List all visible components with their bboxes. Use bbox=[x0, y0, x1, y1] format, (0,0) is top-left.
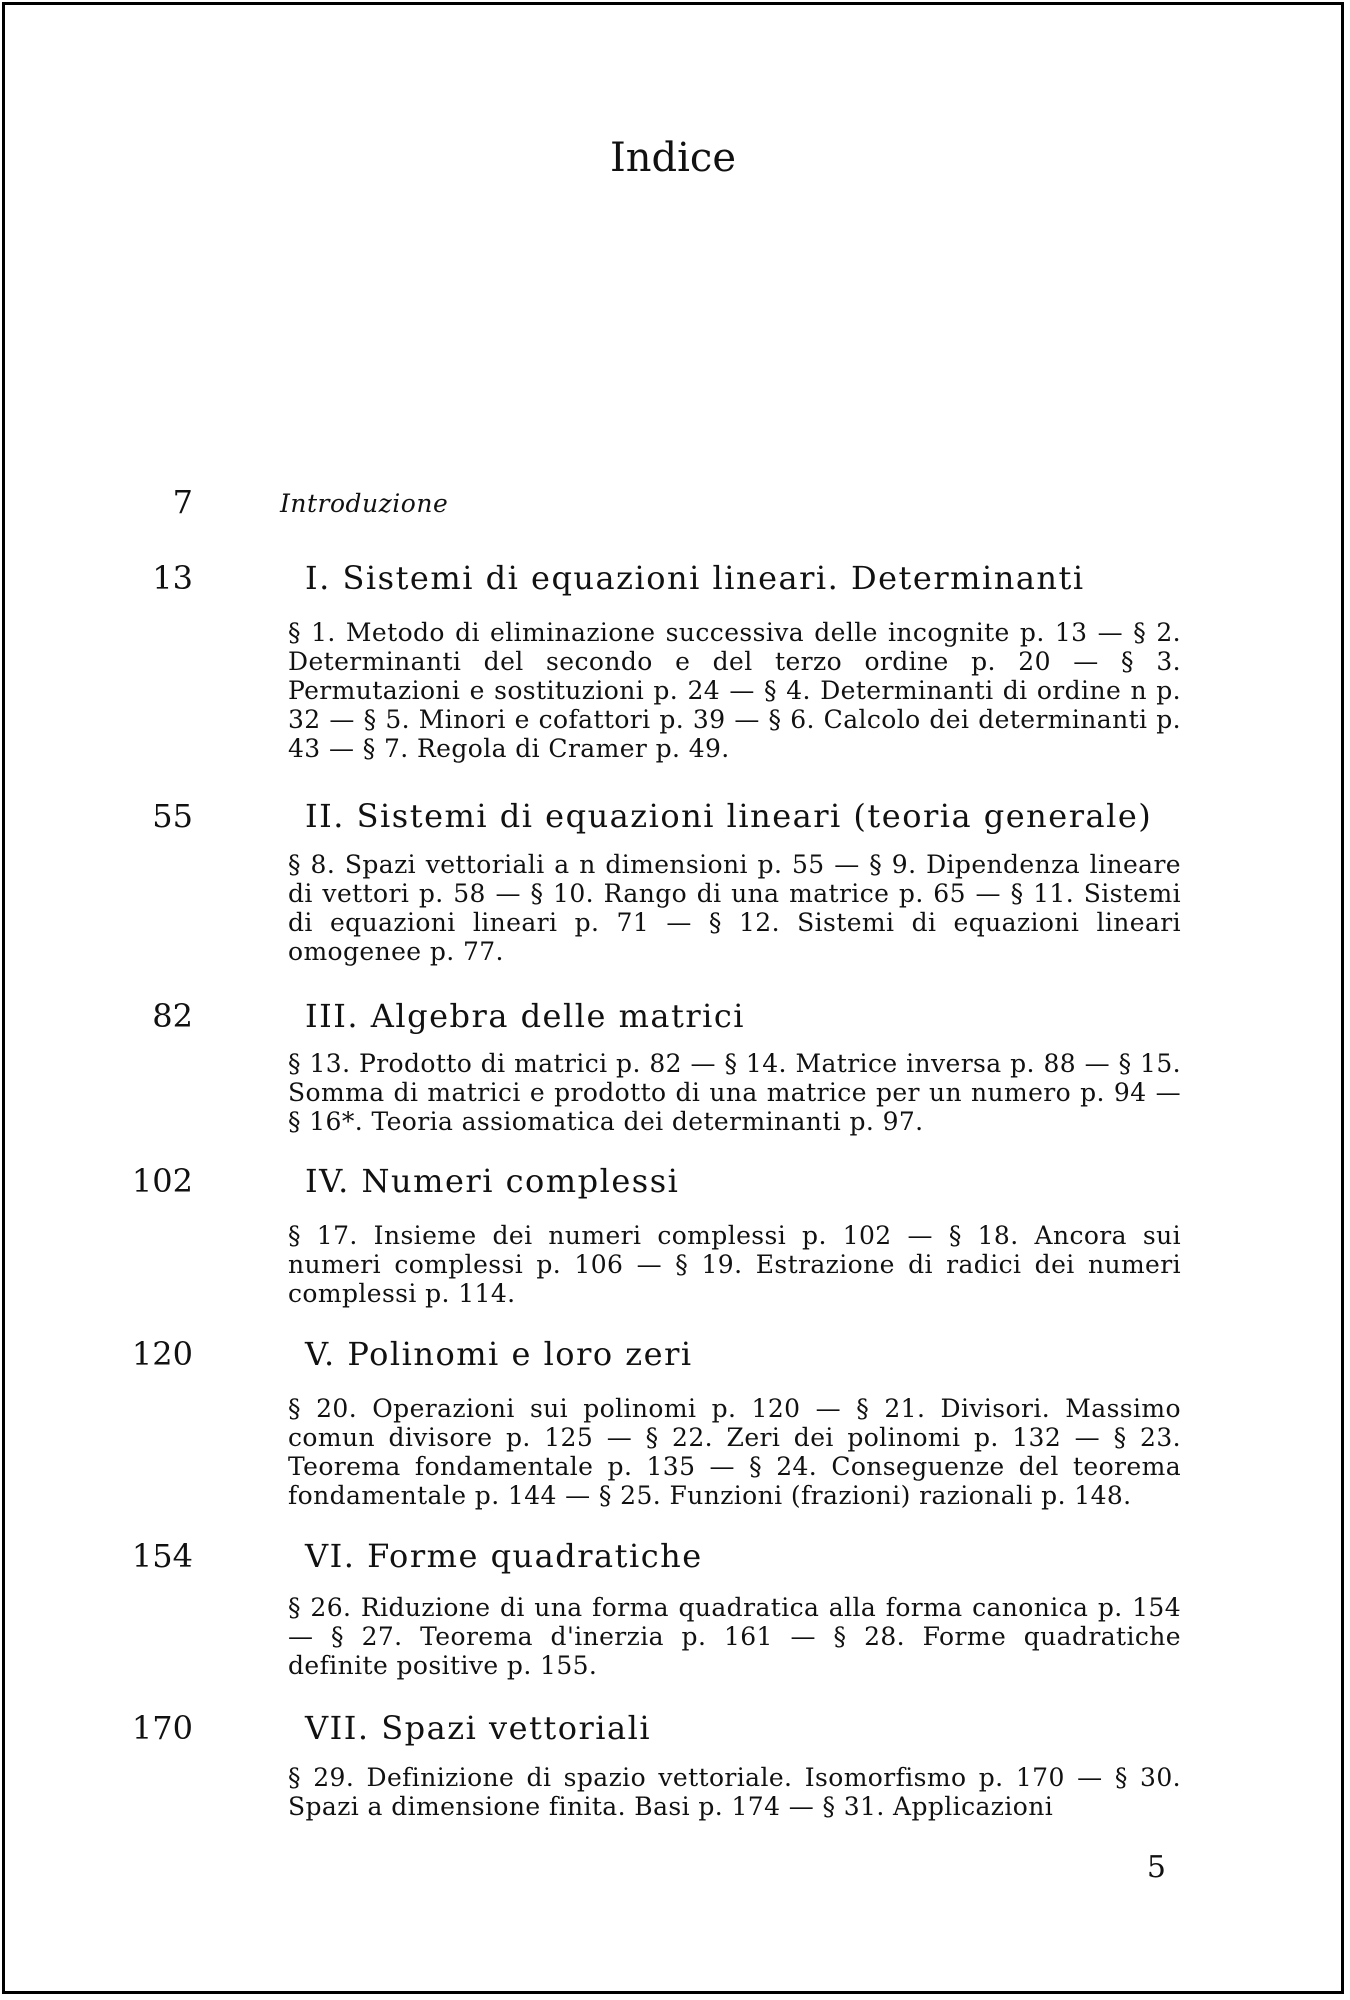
toc-page-number: 55 bbox=[152, 797, 193, 835]
toc-heading: V. Polinomi e loro zeri bbox=[305, 1335, 693, 1373]
book-page bbox=[2, 2, 1344, 1994]
toc-heading: II. Sistemi di equazioni lineari (teoria generale) bbox=[305, 797, 1153, 835]
toc-page-number: 7 bbox=[172, 483, 193, 521]
toc-page-number: 13 bbox=[152, 559, 193, 597]
toc-page-number: 120 bbox=[131, 1335, 193, 1373]
toc-heading: IV. Numeri complessi bbox=[305, 1162, 680, 1200]
toc-description: § 1. Metodo di eliminazione successiva delle incognite p. 13 — § 2. Determinanti del secondo e del terzo ordine p. 20 — § 3. Permutazioni e sostituzioni p. 24 — § 4. Determinanti di ordine n p. 32 — § 5. Minori e cofattori p. 39 — § 6. Calcolo dei determinanti p. 43 — § 7. Regola di Cramer p. 49. bbox=[288, 618, 1181, 763]
toc-page-number: 170 bbox=[131, 1709, 193, 1747]
toc-description: § 20. Operazioni sui polinomi p. 120 — § 21. Divisori. Massimo comun divisore p. 125 — § 22. Zeri dei polinomi p. 132 — § 23. Teorema fondamentale p. 135 — § 24. Conseguenze del teorema fondamentale p. 144 — § 25. Funzioni (frazioni) razionali p. 148. bbox=[288, 1394, 1181, 1510]
page-title: Indice bbox=[609, 135, 737, 181]
page-folio-number: 5 bbox=[1146, 1850, 1166, 1885]
toc-page-number: 82 bbox=[152, 997, 193, 1035]
toc-description: § 17. Insieme dei numeri complessi p. 102 — § 18. Ancora sui numeri complessi p. 106 — § 19. Estrazione di radici dei numeri complessi p. 114. bbox=[288, 1221, 1181, 1308]
toc-heading: I. Sistemi di equazioni lineari. Determinanti bbox=[305, 559, 1085, 597]
toc-heading: VI. Forme quadratiche bbox=[305, 1537, 703, 1575]
toc-description: § 8. Spazi vettoriali a n dimensioni p. 55 — § 9. Dipendenza lineare di vettori p. 58 — § 10. Rango di una matrice p. 65 — § 11. Sistemi di equazioni lineari p. 71 — § 12. Sistemi di equazioni lineari omogenee p. 77. bbox=[288, 850, 1181, 966]
toc-heading: III. Algebra delle matrici bbox=[305, 997, 746, 1035]
toc-description: § 26. Riduzione di una forma quadratica alla forma canonica p. 154 — § 27. Teorema d'inerzia p. 161 — § 28. Forme quadratiche definite positive p. 155. bbox=[288, 1593, 1181, 1680]
toc-heading: Introduzione bbox=[280, 489, 449, 518]
toc-heading: VII. Spazi vettoriali bbox=[305, 1709, 652, 1747]
toc-description: § 29. Definizione di spazio vettoriale. Isomorfismo p. 170 — § 30. Spazi a dimensione finita. Basi p. 174 — § 31. Applicazioni bbox=[288, 1763, 1181, 1821]
toc-page-number: 154 bbox=[131, 1537, 193, 1575]
toc-page-number: 102 bbox=[131, 1162, 193, 1200]
toc-description: § 13. Prodotto di matrici p. 82 — § 14. Matrice inversa p. 88 — § 15. Somma di matrici e prodotto di una matrice per un numero p. 94 — § 16*. Teoria assiomatica dei determinanti p. 97. bbox=[288, 1049, 1181, 1136]
